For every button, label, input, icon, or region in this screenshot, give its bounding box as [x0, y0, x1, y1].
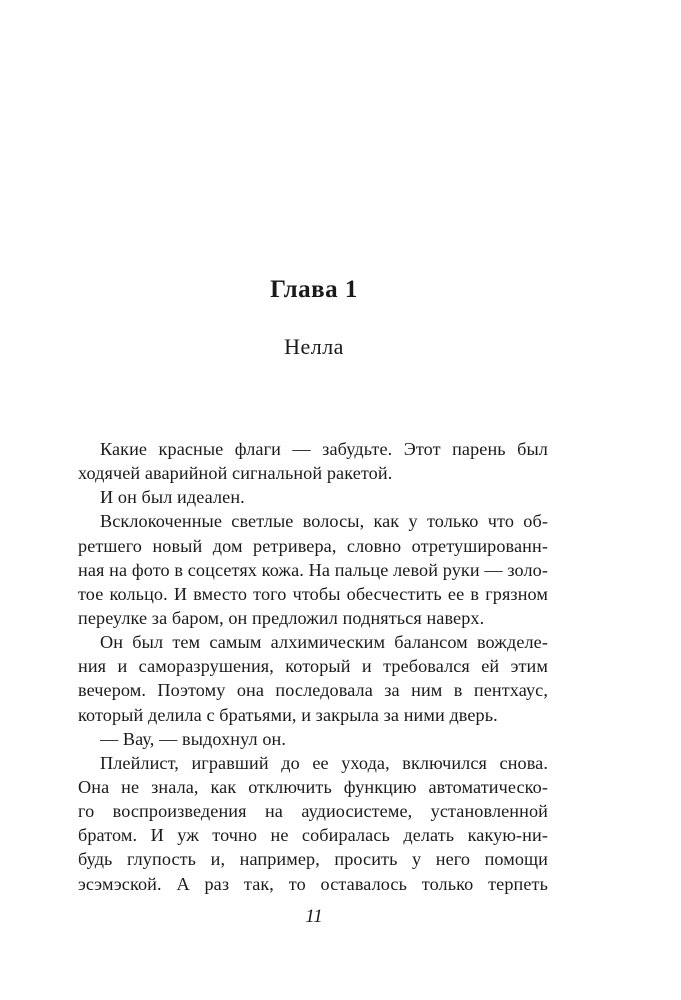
body-text: [78, 437, 548, 896]
page-number: 11: [305, 906, 323, 927]
text-line: вечером. Поэтому она последовала за ним в пентхаус,: [78, 680, 548, 701]
chapter-title: Глава 1: [270, 276, 358, 303]
text-line: Всклокоченные светлые волосы, как у только что об-: [100, 511, 548, 532]
text-line: ния и саморазрушения, который и требовался ей этим: [78, 656, 548, 677]
text-line: эсэмэской. А раз так, то оставалось только терпеть: [78, 873, 548, 894]
chapter-subtitle: Нелла: [284, 334, 344, 359]
text-line: переулке за баром, он предложил подняться наверх.: [78, 607, 485, 628]
text-line: ная на фото в соцсетях кожа. На пальце левой руки — золо-: [78, 559, 548, 580]
text-line: который делила с братьями, и закрыла за ними дверь.: [78, 704, 498, 725]
text-line: — Вау, — выдохнул он.: [100, 728, 287, 749]
text-line: Какие красные флаги — забудьте. Этот парень был: [100, 439, 548, 459]
text-line: Она не знала, как отключить функцию автоматическо-: [78, 776, 548, 797]
text-line: Плейлист, игравший до ее ухода, включился снова.: [100, 752, 548, 773]
text-line: ходячей аварийной сигнальной ракетой.: [78, 463, 393, 484]
text-line: Он был тем самым алхимическим балансом вожделе-: [100, 632, 548, 653]
text-line: И он был идеален.: [100, 487, 245, 508]
text-line: тое кольцо. И вместо того чтобы обесчестить ее в грязном: [78, 583, 548, 604]
text-line: братом. И уж точно не собиралась делать какую-ни-: [78, 825, 548, 846]
text-line: ретшего новый дом ретривера, словно отретушированн-: [78, 535, 548, 556]
text-line: будь глупость и, например, просить у него помощи: [78, 849, 548, 870]
text-line: го воспроизведения на аудиосистеме, установленной: [78, 801, 548, 822]
